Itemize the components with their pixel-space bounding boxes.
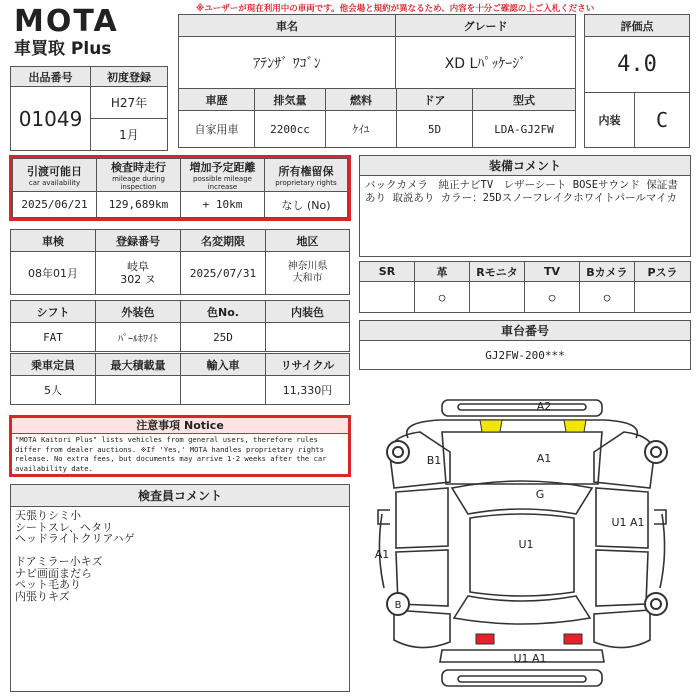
spec-header: 排気量 — [255, 89, 326, 111]
area-value — [266, 252, 350, 295]
option-header: Rモニタ — [470, 262, 525, 282]
option-header: TV — [525, 262, 580, 282]
inspector-comment-label: 検査員コメント — [11, 485, 349, 507]
option-value — [635, 282, 691, 313]
spec-value: ｹｲﾕ — [326, 111, 397, 148]
reg-header: 名変期限 — [181, 230, 266, 252]
logo-sub: 車買取 Plus — [14, 39, 112, 59]
grade-value: XD Lﾊﾟｯｹｰｼﾞ — [396, 37, 576, 90]
top-notice: ※ユーザーが現在利用中の車両です。他会場と規約が異なるため、内容を十分ご確認の上ご入札ください — [196, 4, 595, 14]
interior-label: 内装 — [585, 93, 635, 148]
car-damage-diagram — [360, 392, 692, 696]
max-load-value — [96, 376, 181, 405]
plate-line2: 302 ヌ — [120, 273, 156, 286]
spec-value: 5D — [397, 111, 473, 148]
notice-title: 注意事項 Notice — [12, 418, 348, 434]
seats-value: 5人 — [11, 376, 96, 405]
mileage-label: 検査時走行 — [111, 161, 166, 174]
mark-a1-left: A1 — [374, 548, 390, 561]
increase-header — [181, 159, 265, 192]
mark-u1a1-right: U1 A1 — [611, 516, 645, 529]
headlight-left — [480, 420, 502, 432]
rights-value: なし (No) — [265, 192, 348, 218]
taillight-right — [564, 634, 582, 644]
hood-shape — [442, 432, 602, 484]
headlight-right — [564, 420, 586, 432]
option-header: Bカメラ — [580, 262, 635, 282]
rights-label: 所有権留保 — [278, 165, 334, 178]
shaken-value: 08年01月 — [11, 252, 96, 295]
capacity-header: リサイクル — [266, 354, 350, 376]
mileage-header — [97, 159, 181, 192]
roof-shape — [470, 514, 574, 596]
options-table — [359, 261, 691, 313]
inspector-line: ペット毛あり — [15, 578, 81, 591]
mark-b1: B1 — [426, 454, 442, 467]
spec-value: 2200cc — [255, 111, 326, 148]
availability-label: 引渡可能日 — [27, 165, 82, 178]
logo-brand: MOTA — [14, 4, 119, 39]
import-value — [181, 376, 266, 405]
lot-label: 出品番号 — [11, 67, 91, 87]
rear-bumper-shape — [442, 670, 602, 686]
capacity-table — [10, 353, 350, 405]
notice-box — [12, 418, 348, 474]
mark-wheel-b: B — [394, 600, 402, 611]
chassis-value: GJ2FW-200*** — [485, 348, 565, 362]
name-change-value: 2025/07/31 — [181, 252, 266, 295]
inspector-line: ナビ画面まだら — [15, 566, 92, 580]
first-reg-label: 初度登録 — [91, 67, 168, 87]
area-line1: 神奈川県 — [287, 261, 328, 272]
reg-header: 登録番号 — [96, 230, 181, 252]
taillight-left — [476, 634, 494, 644]
option-value — [360, 282, 415, 313]
availability-sub: car availability — [28, 179, 81, 187]
windshield-shape — [452, 481, 592, 514]
body-info-table — [10, 300, 350, 352]
inspector-line: シートスレ、ヘタリ — [15, 520, 114, 534]
inspector-comment-box — [10, 484, 350, 692]
eval-value: 4.0 — [585, 37, 690, 93]
first-reg-year: H27年 — [91, 87, 168, 119]
body-header: 外装色 — [96, 301, 181, 323]
area-line2: 大和市 — [292, 273, 323, 284]
inspector-line: 内張りキズ — [15, 589, 70, 603]
availability-value: 2025/06/21 — [13, 192, 97, 218]
car-name-label: 車名 — [179, 15, 396, 37]
capacity-header: 輸入車 — [181, 354, 266, 376]
first-reg-month: 1月 — [91, 119, 168, 151]
eval-label: 評価点 — [585, 15, 690, 37]
option-value — [470, 282, 525, 313]
mark-g: G — [535, 488, 545, 501]
reg-header: 車検 — [11, 230, 96, 252]
lot-value: 01049 — [11, 87, 91, 151]
mileage-sub: mileage during inspection — [112, 175, 165, 191]
equipment-comment-box — [359, 155, 691, 257]
option-header: 革 — [415, 262, 470, 282]
body-header: 内装色 — [266, 301, 350, 323]
rights-header — [265, 159, 348, 192]
lot-table — [10, 66, 168, 151]
shift-value: FAT — [11, 323, 96, 352]
notice-text: "MOTA Kaitori Plus" lists vehicles from general users, therefore rules differ from dealer auctions. ※If 'Yes,' MOTA handles proprietary rights release. No extra fees, but documents may arrive 1-2 weeks after the car availability date. — [15, 435, 327, 473]
body-header: 色No. — [181, 301, 266, 323]
option-header: Pスラ — [635, 262, 691, 282]
interior-value: C — [635, 93, 690, 148]
mark-a2: A2 — [536, 400, 552, 413]
spec-header: 燃料 — [326, 89, 397, 111]
chassis-box — [359, 320, 691, 370]
chassis-label: 車台番号 — [360, 321, 690, 341]
score-table — [584, 14, 690, 148]
spec-value: LDA-GJ2FW — [473, 111, 576, 148]
capacity-header: 乗車定員 — [11, 354, 96, 376]
spec-header: 車歴 — [179, 89, 255, 111]
grade-label: グレード — [396, 15, 576, 37]
car-table — [178, 14, 576, 90]
availability-header — [13, 159, 97, 192]
increase-label: 増加予定距離 — [189, 161, 256, 174]
plate-line1: 岐阜 — [127, 260, 149, 273]
recycle-value: 11,330円 — [266, 376, 350, 405]
option-value: ○ — [525, 282, 580, 313]
spec-header: 型式 — [473, 89, 576, 111]
exterior-color-value: ﾊﾟｰﾙﾎﾜｲﾄ — [96, 323, 181, 352]
option-value: ○ — [580, 282, 635, 313]
spec-header: ドア — [397, 89, 473, 111]
equipment-comment-text: バックカメラ 純正ナビTV レザーシート BOSEサウンド 保証書あり 取説あり カラー：25Dスノーフレイクホワイトパールマイカ — [365, 179, 678, 204]
mark-u1-roof: U1 — [518, 538, 534, 551]
option-header: SR — [360, 262, 415, 282]
plate-value — [96, 252, 181, 295]
status-table — [12, 158, 348, 218]
body-header: シフト — [11, 301, 96, 323]
capacity-header: 最大積載量 — [96, 354, 181, 376]
mark-u1a1-rear: U1 A1 — [513, 652, 547, 665]
mileage-value: 129,689km — [97, 192, 181, 218]
increase-value: + 10km — [181, 192, 265, 218]
inspector-line: ドアミラー小キズ — [15, 555, 103, 568]
mota-logo — [14, 6, 164, 66]
interior-color-value — [266, 323, 350, 352]
option-value: ○ — [415, 282, 470, 313]
inspector-line: ヘッドライトクリアハゲ — [15, 532, 135, 545]
equipment-comment-label: 装備コメント — [360, 156, 690, 176]
inspector-comment-lines — [11, 507, 349, 605]
car-name-value: ｱﾃﾝｻﾞ ﾜｺﾞﾝ — [179, 37, 396, 90]
increase-sub: possible mileage increase — [193, 175, 252, 191]
inspector-line: 天張りシミ小 — [15, 509, 81, 522]
mark-a1-hood: A1 — [536, 452, 552, 465]
front-bumper-shape — [442, 400, 602, 416]
registration-table — [10, 229, 350, 295]
spec-value: 自家用車 — [179, 111, 255, 148]
reg-header: 地区 — [266, 230, 350, 252]
specs-table — [178, 88, 576, 148]
rights-sub: proprietary rights — [275, 179, 337, 187]
color-no-value: 25D — [181, 323, 266, 352]
